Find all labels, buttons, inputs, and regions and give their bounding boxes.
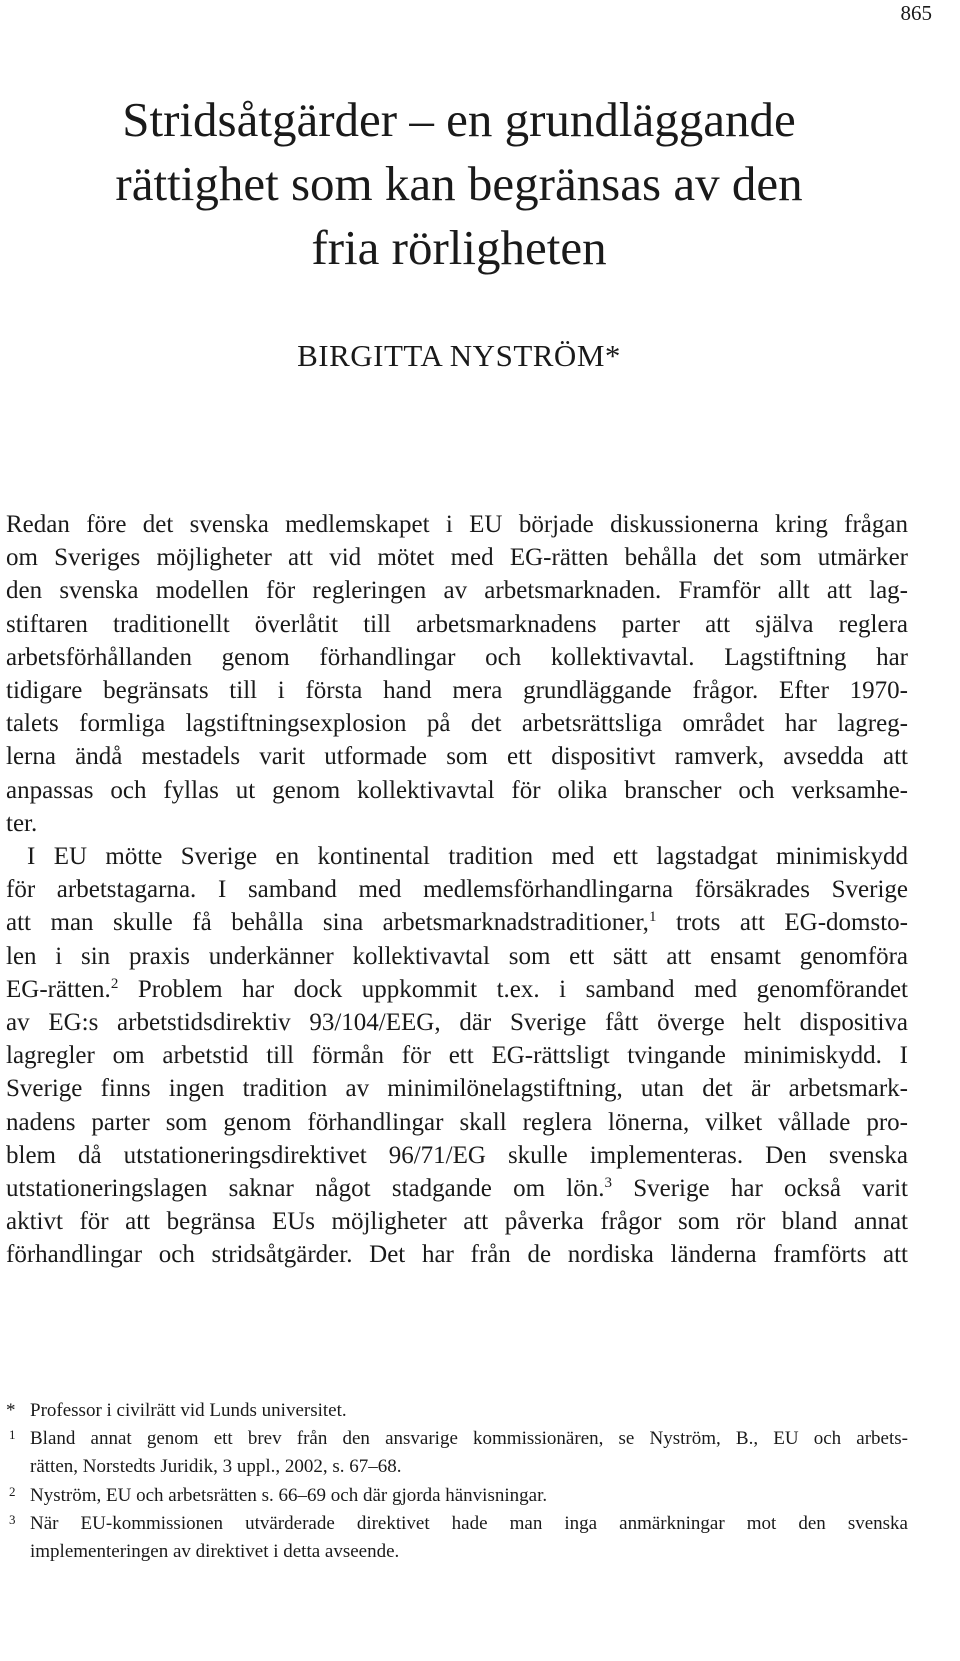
footnote-line: Bland annat genom ett brev från den ansvarige kommissionären, se Nyström, B., EU och arbets- xyxy=(30,1428,908,1450)
footnote-author xyxy=(6,1397,908,1425)
text-fragment: att man skulle få behålla sina arbetsmarknadstraditioner, xyxy=(6,909,649,937)
footnote-line: När EU-kommissionen utvärderade direktivet hade man inga anmärkningar mot den svenska xyxy=(30,1512,908,1534)
text-fragment: EG-rätten. xyxy=(6,975,111,1003)
footnote-3 xyxy=(6,1510,908,1566)
footnote-mark: * xyxy=(6,1400,16,1421)
text-line: för arbetstagarna. I samband med medlemsförhandlingarna försäkrades Sverige xyxy=(6,876,908,904)
text-line: I EU mötte Sverige en kontinental tradition med ett lagstadgat minimiskydd xyxy=(27,843,908,871)
text-line: ter. xyxy=(6,809,38,837)
text-fragment: utstationeringslagen saknar något stadgande om lön. xyxy=(6,1175,605,1203)
paragraph-2 xyxy=(6,840,908,1272)
text-line: av EG:s arbetstidsdirektiv 93/104/EEG, där Sverige fått överge helt dispositiva xyxy=(6,1009,908,1037)
text-line: aktivt för att begränsa EUs möjligheter att påverka frågor som rör bland annat xyxy=(6,1208,908,1236)
text-line xyxy=(6,973,908,1006)
footnote-mark: 2 xyxy=(9,1483,16,1499)
footnote-1 xyxy=(6,1425,908,1481)
text-fragment: Sverige har också varit xyxy=(611,1175,908,1203)
text-line: anpassas och fyllas ut genom kollektivavtal för olika branscher och verksamhe- xyxy=(6,776,908,804)
text-line xyxy=(6,1172,908,1205)
footnote-ref-1[interactable]: 1 xyxy=(648,909,657,926)
author-name: BIRGITTA NYSTRÖM* xyxy=(297,338,621,373)
text-line: arbetsförhållanden genom förhandlingar och kollektivavtal. Lagstiftning har xyxy=(6,643,908,671)
text-line: lagregler om arbetstid till förmån för ett EG-rättsligt tvingande minimiskydd. I xyxy=(6,1042,908,1070)
paragraph-1 xyxy=(6,508,908,840)
title-line: fria rörligheten xyxy=(311,220,607,275)
footnote-mark: 1 xyxy=(9,1427,16,1443)
text-fragment: trots att EG-domsto- xyxy=(656,909,908,937)
footnote-mark: 3 xyxy=(9,1511,16,1527)
footnote-ref-2[interactable]: 2 xyxy=(110,975,119,992)
footnote-line: implementeringen av direktivet i detta avseende. xyxy=(30,1541,400,1563)
text-line: stiftaren traditionellt överlåtit till arbetsmarknadens parter att själva reglera xyxy=(6,610,908,638)
footnotes xyxy=(6,1397,908,1566)
article-title xyxy=(0,88,918,280)
footnote-line: Nyström, EU och arbetsrätten s. 66–69 och där gjorda hänvisningar. xyxy=(30,1484,548,1506)
text-line: talets formliga lagstiftningsexplosion på det arbetsrättsliga området har lagreg- xyxy=(6,710,908,738)
page-number: 865 xyxy=(900,1,932,25)
text-line: nadens parter som genom förhandlingar skall reglera lönerna, vilket vållade pro- xyxy=(6,1108,908,1136)
title-line: Stridsåtgärder – en grundläggande xyxy=(122,92,796,147)
text-line: tidigare begränsats till i första hand mera grundläggande frågor. Efter 1970- xyxy=(6,677,908,705)
text-line: len i sin praxis underkänner kollektivavtal som ett sätt att ensamt genomföra xyxy=(6,942,908,970)
footnote-2 xyxy=(6,1482,908,1510)
text-line: den svenska modellen för regleringen av arbetsmarknaden. Framför allt att lag- xyxy=(6,577,908,605)
text-line: lerna ändå mestadels varit utformade som ett dispositivt ramverk, avsedda att xyxy=(6,743,908,771)
footnote-line: Professor i civilrätt vid Lunds universitet. xyxy=(30,1400,347,1421)
text-line: förhandlingar och stridsåtgärder. Det har från de nordiska länderna framförts att xyxy=(6,1241,908,1269)
text-fragment: Problem har dock uppkommit t.ex. i samband med genomförandet xyxy=(118,975,908,1003)
text-line: om Sveriges möjligheter att vid mötet med EG-rätten behålla det som utmärker xyxy=(6,544,908,572)
article-body xyxy=(6,508,908,1272)
text-line: Redan före det svenska medlemskapet i EU började diskussionerna kring frågan xyxy=(6,511,908,538)
footnote-line: rätten, Norstedts Juridik, 3 uppl., 2002, s. 67–68. xyxy=(30,1456,402,1478)
text-line: Sverige finns ingen tradition av minimilönelagstiftning, utan det är arbetsmark- xyxy=(6,1075,908,1103)
text-line: blem då utstationeringsdirektivet 96/71/EG skulle implementeras. Den svenska xyxy=(6,1141,908,1169)
text-line xyxy=(6,906,908,939)
title-line: rättighet som kan begränsas av den xyxy=(115,156,803,211)
footnote-ref-3[interactable]: 3 xyxy=(604,1175,612,1192)
